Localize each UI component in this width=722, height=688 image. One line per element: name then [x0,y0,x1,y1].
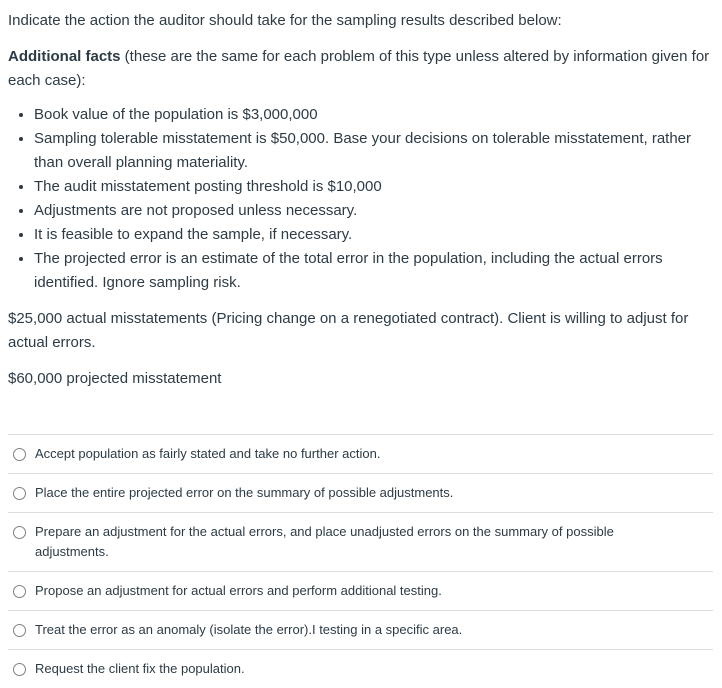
answer-label: Propose an adjustment for actual errors and perform additional testing. [35,583,442,598]
answer-option[interactable] [8,571,713,610]
answer-option[interactable] [8,649,713,688]
radio-button[interactable] [13,663,26,676]
question-text [8,0,713,391]
question-prompt: Indicate the action the auditor should take for the sampling results described below: [8,12,562,29]
radio-button[interactable] [13,448,26,461]
fact-item: • Book value of the population is $3,000,000 [34,103,713,127]
answer-option[interactable] [8,473,713,512]
facts-paragraph [8,45,713,93]
answer-label: Treat the error as an anomaly (isolate the error).I testing in a specific area. [35,622,463,637]
answer-label: Prepare an adjustment for the actual errors, and place unadjusted errors on the summary of possible adjustments. [35,524,614,559]
answer-label: Request the client fix the population. [35,661,245,676]
radio-button[interactable] [13,487,26,500]
answer-option[interactable] [8,512,713,571]
fact-item: • The audit misstatement posting threshold is $10,000 [34,175,713,199]
answer-label: Place the entire projected error on the summary of possible adjustments. [35,485,454,500]
answer-options [8,434,713,688]
fact-item: • The projected error is an estimate of the total error in the population, including the actual errors identified. Ignore sampling risk. [34,247,713,295]
fact-item: • Adjustments are not proposed unless necessary. [34,199,713,223]
case-projected: $60,000 projected misstatement [8,370,222,387]
facts-intro: (these are the same for each problem of this type unless altered by information given for each case): [8,48,710,89]
fact-item: • It is feasible to expand the sample, if necessary. [34,223,713,247]
answer-option[interactable] [8,434,713,473]
radio-button[interactable] [13,526,26,539]
fact-item: • Sampling tolerable misstatement is $50,000. Base your decisions on tolerable misstatement, rather than overall planning materiality. [34,127,713,175]
facts-list [8,103,713,295]
answer-label: Accept population as fairly stated and take no further action. [35,446,381,461]
case-actual: $25,000 actual misstatements (Pricing change on a renegotiated contract). Client is willing to adjust for actual errors. [8,310,689,351]
answer-option[interactable] [8,610,713,649]
radio-button[interactable] [13,624,26,637]
facts-heading: Additional facts [8,48,121,65]
radio-button[interactable] [13,585,26,598]
